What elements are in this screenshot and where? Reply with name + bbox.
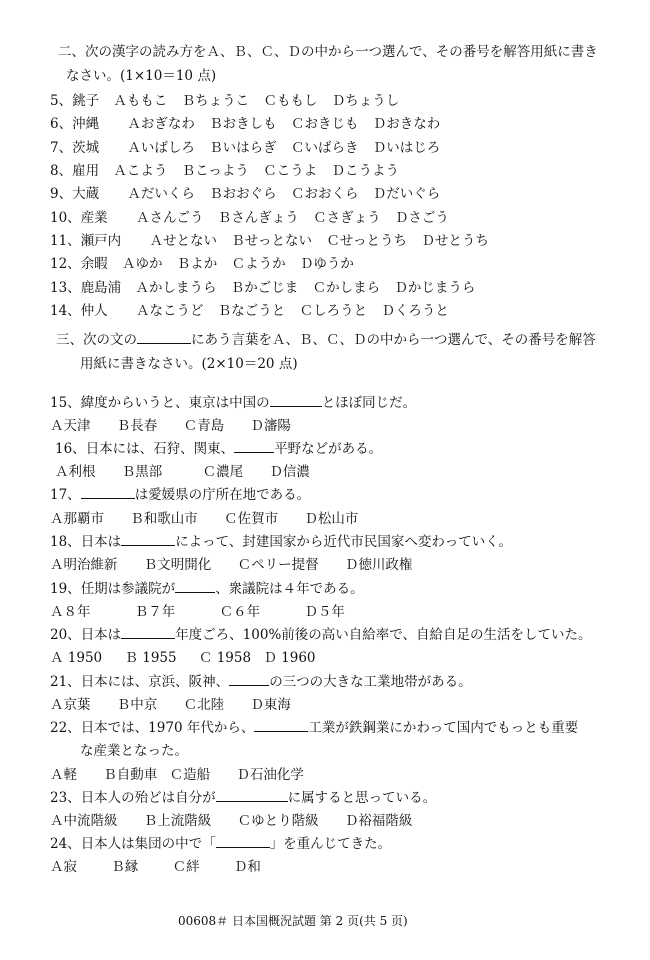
question-number: 8、	[50, 163, 73, 179]
question-19-options	[50, 602, 345, 622]
question-number: 5、	[50, 93, 73, 109]
question-number: 10、	[50, 210, 81, 226]
question-13	[50, 278, 475, 298]
option-d: Ｄ５年	[304, 604, 345, 620]
option-a: Ａおぎなわ	[127, 116, 195, 132]
question-number: 13、	[50, 280, 81, 296]
option-c: Ｃおおくら	[290, 186, 359, 202]
answer-blank	[81, 486, 135, 499]
question-number: 15、	[50, 395, 81, 411]
question-text: 任期は参議院が	[80, 581, 176, 597]
option-b: Ｂさんぎょう	[217, 210, 299, 226]
question-text: 日本には、京浜、阪神、	[80, 674, 230, 690]
question-11	[50, 231, 489, 251]
option-a: Ａせとない	[149, 233, 217, 249]
option-b: Ｂなごうと	[217, 303, 286, 319]
question-word: 余暇	[80, 256, 108, 272]
option-a: Ａこよう	[113, 163, 168, 179]
option-c: Ｃいばらき	[290, 140, 359, 156]
option-a: Ａ天津	[50, 418, 91, 434]
option-c: Ｃせっとうち	[326, 233, 408, 249]
question-number: 24、	[50, 836, 81, 852]
option-d: Ｄ瀋陽	[250, 418, 291, 434]
question-16	[55, 439, 382, 459]
option-d: Ｄくろうと	[381, 303, 449, 319]
option-a: Ａゆか	[121, 256, 163, 272]
option-c: Ｃ絆	[172, 859, 200, 875]
answer-blank	[137, 331, 191, 344]
answer-blank	[216, 835, 270, 848]
question-22	[50, 718, 578, 738]
option-b: Ｂかごじま	[230, 280, 299, 296]
question-number: 17、	[50, 487, 81, 503]
heading-text: 三、次の文の	[56, 332, 137, 348]
option-a: Ａももこ	[113, 93, 168, 109]
option-c: Ｃしろうと	[299, 303, 368, 319]
option-b: Ｂよか	[176, 256, 218, 272]
question-word: 産業	[80, 210, 108, 226]
question-18	[50, 532, 512, 552]
question-21	[50, 672, 472, 692]
option-d: Ｄ徳川政権	[344, 557, 413, 573]
question-number: 18、	[50, 534, 81, 550]
answer-blank	[234, 440, 274, 453]
option-d: Ｄちょうし	[331, 93, 400, 109]
question-word: 銚子	[72, 93, 100, 109]
option-c: Ｃかしまら	[312, 280, 381, 296]
option-c: Ｃこうよ	[263, 163, 318, 179]
question-number: 7、	[50, 140, 73, 156]
option-d: Ｄせとうち	[421, 233, 489, 249]
option-a: Ａ京葉	[50, 697, 91, 713]
answer-blank	[121, 626, 175, 639]
option-a: Ａ８年	[50, 604, 91, 620]
question-text: 工業が鉄鋼業にかわって国内でもっとも重要	[308, 720, 579, 736]
question-word: 仲人	[80, 303, 108, 319]
question-number: 23、	[50, 790, 81, 806]
option-c: Ｃ青島	[183, 418, 225, 434]
answer-blank	[216, 789, 288, 802]
question-number: 22、	[50, 720, 81, 736]
question-12	[50, 254, 354, 274]
option-d: Ｄ裕福階級	[344, 813, 413, 829]
option-d: Ｄかじまうら	[394, 280, 476, 296]
question-24-options	[50, 857, 261, 877]
question-17-options	[50, 509, 358, 529]
question-18-options	[50, 555, 412, 575]
option-d: Ｄおきなわ	[372, 116, 441, 132]
option-b: Ｂ文明開化	[143, 557, 212, 573]
question-word: 沖縄	[72, 116, 100, 132]
section2-heading-line2: なさい。(1×10＝10 点)	[66, 68, 217, 84]
question-text: 日本には、石狩、関東、	[85, 441, 235, 457]
option-a: Ａだいくら	[127, 186, 195, 202]
option-b: Ｂおきしも	[209, 116, 277, 132]
option-d: Ｄいはじろ	[372, 140, 441, 156]
answer-blank	[270, 394, 322, 407]
question-17	[50, 485, 310, 505]
question-word: 雇用	[72, 163, 100, 179]
question-22-line2: な産業となった。	[80, 743, 188, 759]
answer-blank	[229, 673, 269, 686]
question-22-options	[50, 765, 304, 785]
option-b: Ｂ長春	[116, 418, 158, 434]
option-d: Ｄ石油化学	[236, 767, 304, 783]
question-number: 12、	[50, 256, 81, 272]
question-5	[50, 91, 399, 111]
question-number: 20、	[50, 627, 81, 643]
question-text: は愛媛県の庁所在地である。	[134, 487, 311, 503]
option-a: Ａ寂	[50, 859, 77, 875]
option-d: Ｄ和	[233, 859, 261, 875]
option-b: Ｂちょうこ	[181, 93, 250, 109]
question-15	[50, 393, 416, 413]
option-a: Ａなこうど	[135, 303, 204, 319]
question-15-options	[50, 416, 291, 436]
question-21-options	[50, 695, 291, 715]
question-text: 日本は	[80, 534, 122, 550]
question-14	[50, 301, 449, 321]
option-c: Ｃ 1958	[198, 650, 252, 666]
question-text: 日本は	[80, 627, 122, 643]
question-number: 21、	[50, 674, 81, 690]
question-number: 11、	[50, 233, 81, 249]
option-c: Ｃペリー提督	[237, 557, 319, 573]
section2-heading-line1: 二、次の漢字の読み方をＡ、Ｂ、Ｃ、Ｄの中から一つ選んで、その番号を解答用紙に書き	[58, 44, 598, 60]
option-c: Ｃようか	[231, 256, 286, 272]
question-text: 年度ごろ、100%前後の高い自給率で、自給自足の生活をしていた。	[175, 627, 592, 643]
question-text: 平野などがある。	[274, 441, 383, 457]
question-20-options	[50, 648, 316, 668]
question-23	[50, 788, 436, 808]
option-c: Ｃ濃尾	[202, 464, 244, 480]
question-word: 瀬戸内	[80, 233, 122, 249]
question-23-options	[50, 811, 412, 831]
section3-heading-line1	[56, 330, 596, 350]
question-text: とほぼ同じだ。	[321, 395, 417, 411]
option-b: Ｂこっよう	[181, 163, 249, 179]
option-d: Ｄこうよう	[331, 163, 400, 179]
question-text: 日本では、1970 年代から、	[80, 720, 255, 736]
option-c: Ｃさぎょう	[313, 210, 381, 226]
question-text: に属すると思っている。	[287, 790, 437, 806]
question-word: 茨城	[72, 140, 100, 156]
option-a: Ａ中流階級	[50, 813, 118, 829]
option-d: Ｄだいぐら	[372, 186, 441, 202]
option-a: Ａ明治維新	[50, 557, 118, 573]
option-b: Ｂせっとない	[231, 233, 313, 249]
option-b: Ｂ和歌山市	[130, 511, 198, 527]
question-word: 大蔵	[72, 186, 100, 202]
option-d: Ｄ 1960	[263, 650, 316, 666]
option-d: Ｄ信濃	[269, 464, 310, 480]
question-6	[50, 114, 440, 134]
question-number: 9、	[50, 186, 73, 202]
question-7	[50, 138, 440, 158]
page-footer: 00608＃ 日本国概況試題 第 2 页(共 5 页)	[178, 914, 408, 928]
question-number: 16、	[55, 441, 86, 457]
question-number: 19、	[50, 581, 81, 597]
question-24	[50, 834, 391, 854]
option-b: Ｂ中京	[116, 697, 158, 713]
heading-text: にあう言葉をＡ、Ｂ、Ｃ、Ｄの中から一つ選んで、その番号を解答	[191, 332, 596, 348]
answer-blank	[175, 580, 215, 593]
question-text: によって、封建国家から近代市民国家へ変わっていく。	[175, 534, 513, 550]
option-d: Ｄゆうか	[299, 256, 354, 272]
question-8	[50, 161, 399, 181]
question-word: 鹿島浦	[80, 280, 122, 296]
option-d: Ｄ松山市	[304, 511, 359, 527]
option-a: Ａさんごう	[135, 210, 204, 226]
option-c: Ｃ造船	[169, 767, 211, 783]
option-c: Ｃゆとり階級	[237, 813, 319, 829]
question-19	[50, 579, 364, 599]
question-20	[50, 625, 592, 645]
section3-heading-line2: 用紙に書きなさい。(2×10＝20 点)	[80, 356, 298, 372]
answer-blank	[121, 533, 175, 546]
option-b: Ｂ７年	[134, 604, 176, 620]
option-b: Ｂいはらぎ	[209, 140, 277, 156]
option-b: Ｂ上流階級	[143, 813, 212, 829]
option-a: Ａかしまうら	[135, 280, 217, 296]
option-d: Ｄ東海	[250, 697, 291, 713]
question-text: 日本人の殆どは自分が	[80, 790, 216, 806]
option-a: Ａ 1950	[50, 650, 103, 666]
question-text: 日本人は集団の中で「	[80, 836, 216, 852]
question-text: 緯度からいうと、東京は中国の	[80, 395, 270, 411]
option-a: Ａいばしろ	[127, 140, 195, 156]
question-text: の三つの大きな工業地帯がある。	[269, 674, 472, 690]
question-number: 6、	[50, 116, 73, 132]
option-a: Ａ利根	[55, 464, 96, 480]
option-c: Ｃ６年	[219, 604, 261, 620]
answer-blank	[254, 719, 308, 732]
option-b: Ｂ縁	[111, 859, 139, 875]
option-a: Ａ那覇市	[50, 511, 104, 527]
option-b: Ｂ黒部	[121, 464, 163, 480]
option-c: Ｃ佐賀市	[224, 511, 279, 527]
question-text: 、衆議院は４年である。	[215, 581, 364, 597]
question-number: 14、	[50, 303, 81, 319]
question-10	[50, 208, 449, 228]
question-9	[50, 184, 440, 204]
option-b: Ｂ自動車	[103, 767, 158, 783]
question-16-options	[55, 462, 310, 482]
option-c: Ｃももし	[263, 93, 318, 109]
option-b: Ｂ 1955	[124, 650, 177, 666]
option-d: Ｄさごう	[394, 210, 449, 226]
option-c: Ｃ北陸	[183, 697, 225, 713]
option-c: Ｃおきじも	[290, 116, 359, 132]
option-b: Ｂおおぐら	[209, 186, 277, 202]
question-text: 」を重んじてきた。	[269, 836, 392, 852]
option-a: Ａ軽	[50, 767, 77, 783]
